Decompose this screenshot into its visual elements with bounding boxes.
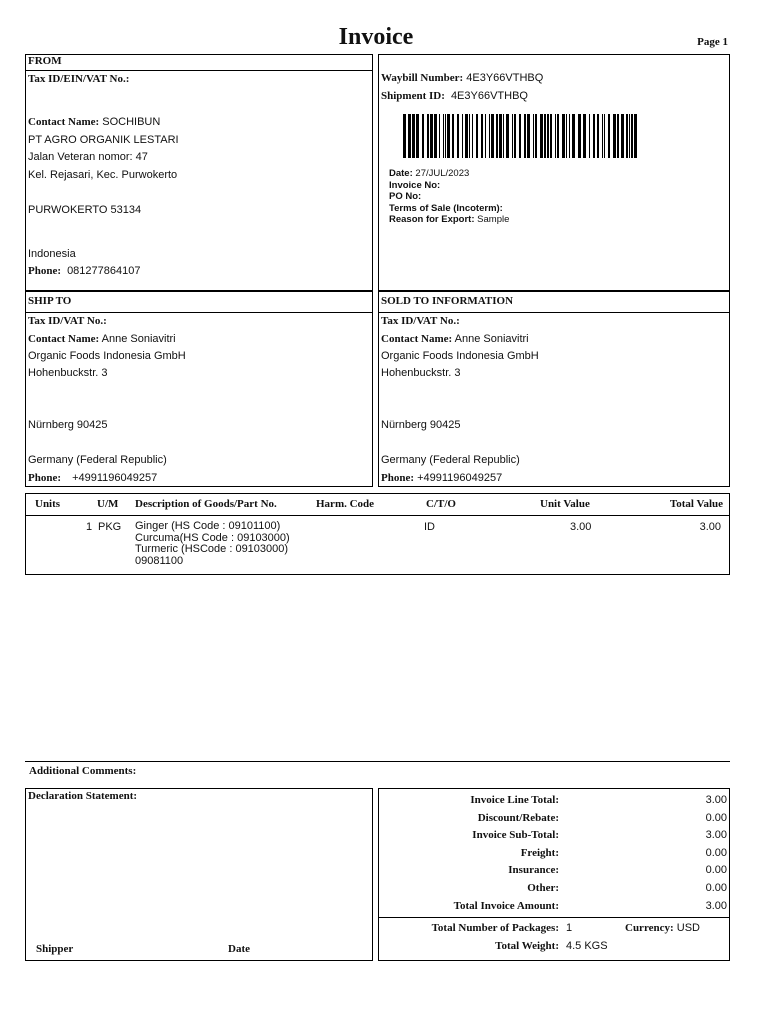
page-number: Page 1 xyxy=(697,36,728,48)
barcode-bar xyxy=(469,114,470,158)
invoice-title: Invoice xyxy=(338,24,414,50)
waybill-label: Waybill Number: xyxy=(381,72,464,84)
row-description-line: Ginger (HS Code : 09101100) xyxy=(135,520,281,532)
shipper-label: Shipper xyxy=(36,943,74,955)
from-tax-label: Tax ID/EIN/VAT No.: xyxy=(28,73,130,85)
barcode-bar xyxy=(481,114,483,158)
shipment-date: 27/JUL/2023 xyxy=(415,168,470,179)
barcode-bar xyxy=(524,114,526,158)
sold-to-city: Nürnberg 90425 xyxy=(381,419,461,431)
barcode-bar xyxy=(631,114,633,158)
ship-to-phone-label: Phone: xyxy=(28,472,61,484)
barcode-bar xyxy=(503,114,504,158)
waybill-number: 4E3Y66VTHBQ xyxy=(466,72,544,84)
table-row xyxy=(26,520,729,570)
discount-label: Discount/Rebate: xyxy=(477,812,559,824)
sold-to-tax-label: Tax ID/VAT No.: xyxy=(381,315,460,327)
barcode-bar xyxy=(597,114,599,158)
signature-date-label: Date xyxy=(228,943,250,955)
barcode-bar xyxy=(602,114,603,158)
additional-comments-label: Additional Comments: xyxy=(29,765,137,777)
declaration-section xyxy=(25,788,373,961)
subtotal-label: Invoice Sub-Total: xyxy=(472,829,559,841)
barcode-bar xyxy=(544,114,546,158)
barcode-bar xyxy=(416,114,419,158)
shipment-id: 4E3Y66VTHBQ xyxy=(450,90,528,102)
barcode-bar xyxy=(604,114,605,158)
from-section xyxy=(25,54,373,291)
shipment-id-label: Shipment ID: xyxy=(381,90,445,102)
ship-to-city: Nürnberg 90425 xyxy=(28,419,108,431)
packages-value: 1 xyxy=(566,922,573,934)
barcode-bar xyxy=(535,114,537,158)
sold-to-section xyxy=(378,291,730,487)
barcode-bar xyxy=(572,114,575,158)
from-address-1: Jalan Veteran nomor: 47 xyxy=(28,151,148,163)
ship-to-contact-name: Anne Soniavitri xyxy=(101,333,176,345)
barcode-bar xyxy=(439,114,440,158)
sold-to-header: SOLD TO INFORMATION xyxy=(381,295,514,307)
barcode-bar xyxy=(617,114,619,158)
sold-to-contact-label: Contact Name: xyxy=(381,333,453,345)
po-no-label: PO No: xyxy=(389,191,422,202)
reason-label: Reason for Export: xyxy=(389,214,475,225)
weight-label: Total Weight: xyxy=(495,940,559,952)
invoice-line-total: 3.00 xyxy=(705,794,727,806)
barcode-bar xyxy=(514,114,516,158)
barcode-bar xyxy=(472,114,473,158)
totals-section xyxy=(378,788,730,961)
other-label: Other: xyxy=(527,882,559,894)
barcode-bar xyxy=(445,114,446,158)
insurance-value: 0.00 xyxy=(705,864,727,876)
currency-value: USD xyxy=(676,922,700,934)
barcode-bar xyxy=(489,114,490,158)
row-description-line: Curcuma(HS Code : 09103000) xyxy=(135,531,290,544)
barcode-bar xyxy=(412,114,415,158)
currency-label: Currency: xyxy=(625,922,674,934)
from-company: PT AGRO ORGANIK LESTARI xyxy=(28,134,179,146)
from-address-2: Kel. Rejasari, Kec. Purwokerto xyxy=(28,169,178,181)
freight-value: 0.00 xyxy=(705,847,727,859)
barcode-bar xyxy=(462,114,463,158)
barcode-bar xyxy=(566,114,567,158)
total-invoice-amount: 3.00 xyxy=(705,900,727,912)
freight-label: Freight: xyxy=(520,847,559,859)
sold-to-contact-name: Anne Soniavitri xyxy=(454,333,529,345)
barcode-bar xyxy=(465,114,468,158)
barcode-bar xyxy=(562,114,565,158)
insurance-label: Insurance: xyxy=(508,864,559,876)
barcode-bar xyxy=(427,114,429,158)
from-phone: 081277864107 xyxy=(67,265,141,277)
barcode-bar xyxy=(527,114,530,158)
terms-label: Terms of Sale (Incoterm): xyxy=(389,202,503,214)
barcode-bar xyxy=(608,114,610,158)
barcode-bar xyxy=(593,114,595,158)
row-cto: ID xyxy=(424,521,435,533)
sold-to-address: Hohenbuckstr. 3 xyxy=(381,367,461,379)
col-description: Description of Goods/Part No. xyxy=(135,498,277,510)
barcode-bar xyxy=(491,114,494,158)
barcode-bar xyxy=(403,114,406,158)
barcode-bar xyxy=(447,114,450,158)
barcode-bar xyxy=(569,114,570,158)
weight-value: 4.5 KGS xyxy=(566,940,608,952)
ship-to-address: Hohenbuckstr. 3 xyxy=(28,367,108,379)
from-phone-label: Phone: xyxy=(28,265,61,277)
barcode xyxy=(403,114,639,158)
barcode-bar xyxy=(589,114,590,158)
col-cto: C/T/O xyxy=(426,498,456,510)
barcode-bar xyxy=(626,114,628,158)
row-description-line: 09081100 xyxy=(135,554,184,567)
barcode-bar xyxy=(457,114,459,158)
from-country: Indonesia xyxy=(28,248,76,260)
barcode-bar xyxy=(540,114,543,158)
row-unit-value: 3.00 xyxy=(570,521,592,533)
col-um: U/M xyxy=(97,498,119,510)
shipment-info-section xyxy=(378,54,730,291)
row-description-line: Turmeric (HSCode : 09103000) xyxy=(135,543,289,555)
subtotal-value: 3.00 xyxy=(705,829,727,841)
discount-value: 0.00 xyxy=(705,812,727,824)
barcode-bar xyxy=(506,114,509,158)
row-total-value: 3.00 xyxy=(699,521,721,533)
barcode-bar xyxy=(547,114,549,158)
barcode-bar xyxy=(443,114,444,158)
barcode-bar xyxy=(613,114,616,158)
barcode-bar xyxy=(578,114,581,158)
barcode-bar xyxy=(519,114,521,158)
col-units: Units xyxy=(35,498,61,510)
ship-to-tax-label: Tax ID/VAT No.: xyxy=(28,315,107,327)
other-value: 0.00 xyxy=(705,882,727,894)
ship-to-contact-label: Contact Name: xyxy=(28,333,100,345)
barcode-bar xyxy=(430,114,433,158)
barcode-bar xyxy=(621,114,624,158)
row-um: PKG xyxy=(98,521,122,533)
from-header: FROM xyxy=(28,55,62,67)
barcode-bar xyxy=(499,114,502,158)
col-total-value: Total Value xyxy=(669,498,723,510)
reason-value: Sample xyxy=(477,214,510,225)
from-city: PURWOKERTO 53134 xyxy=(28,204,142,216)
sold-to-country: Germany (Federal Republic) xyxy=(381,454,520,466)
barcode-bar xyxy=(512,114,513,158)
row-units: 1 xyxy=(86,521,93,533)
barcode-bar xyxy=(634,114,637,158)
total-invoice-amount-label: Total Invoice Amount: xyxy=(453,900,559,912)
col-unit-value: Unit Value xyxy=(540,498,590,510)
barcode-bar xyxy=(550,114,552,158)
ship-to-country: Germany (Federal Republic) xyxy=(28,454,167,466)
ship-to-section xyxy=(25,291,373,487)
col-harm-code: Harm. Code xyxy=(316,498,375,510)
from-contact-label: Contact Name: xyxy=(28,116,100,128)
barcode-bar xyxy=(485,114,486,158)
barcode-bar xyxy=(496,114,498,158)
items-table xyxy=(25,493,730,575)
ship-to-header: SHIP TO xyxy=(28,295,72,307)
sold-to-phone: +4991196049257 xyxy=(417,472,503,484)
sold-to-company: Organic Foods Indonesia GmbH xyxy=(381,350,539,362)
barcode-bar xyxy=(583,114,586,158)
barcode-bar xyxy=(422,114,424,158)
barcode-bar xyxy=(452,114,454,158)
ship-to-company: Organic Foods Indonesia GmbH xyxy=(28,350,186,362)
from-contact-name: SOCHIBUN xyxy=(102,116,161,128)
barcode-bar xyxy=(476,114,478,158)
barcode-bar xyxy=(533,114,534,158)
packages-label: Total Number of Packages: xyxy=(431,922,559,934)
barcode-bar xyxy=(555,114,556,158)
ship-to-phone: +4991196049257 xyxy=(72,472,158,484)
barcode-bar xyxy=(557,114,559,158)
invoice-no-label: Invoice No: xyxy=(389,179,441,191)
barcode-bar xyxy=(629,114,630,158)
sold-to-phone-label: Phone: xyxy=(381,472,414,484)
barcode-bar xyxy=(434,114,437,158)
invoice-line-total-label: Invoice Line Total: xyxy=(470,794,559,806)
date-label: Date: xyxy=(389,168,413,179)
barcode-bar xyxy=(408,114,411,158)
declaration-label: Declaration Statement: xyxy=(28,790,138,802)
